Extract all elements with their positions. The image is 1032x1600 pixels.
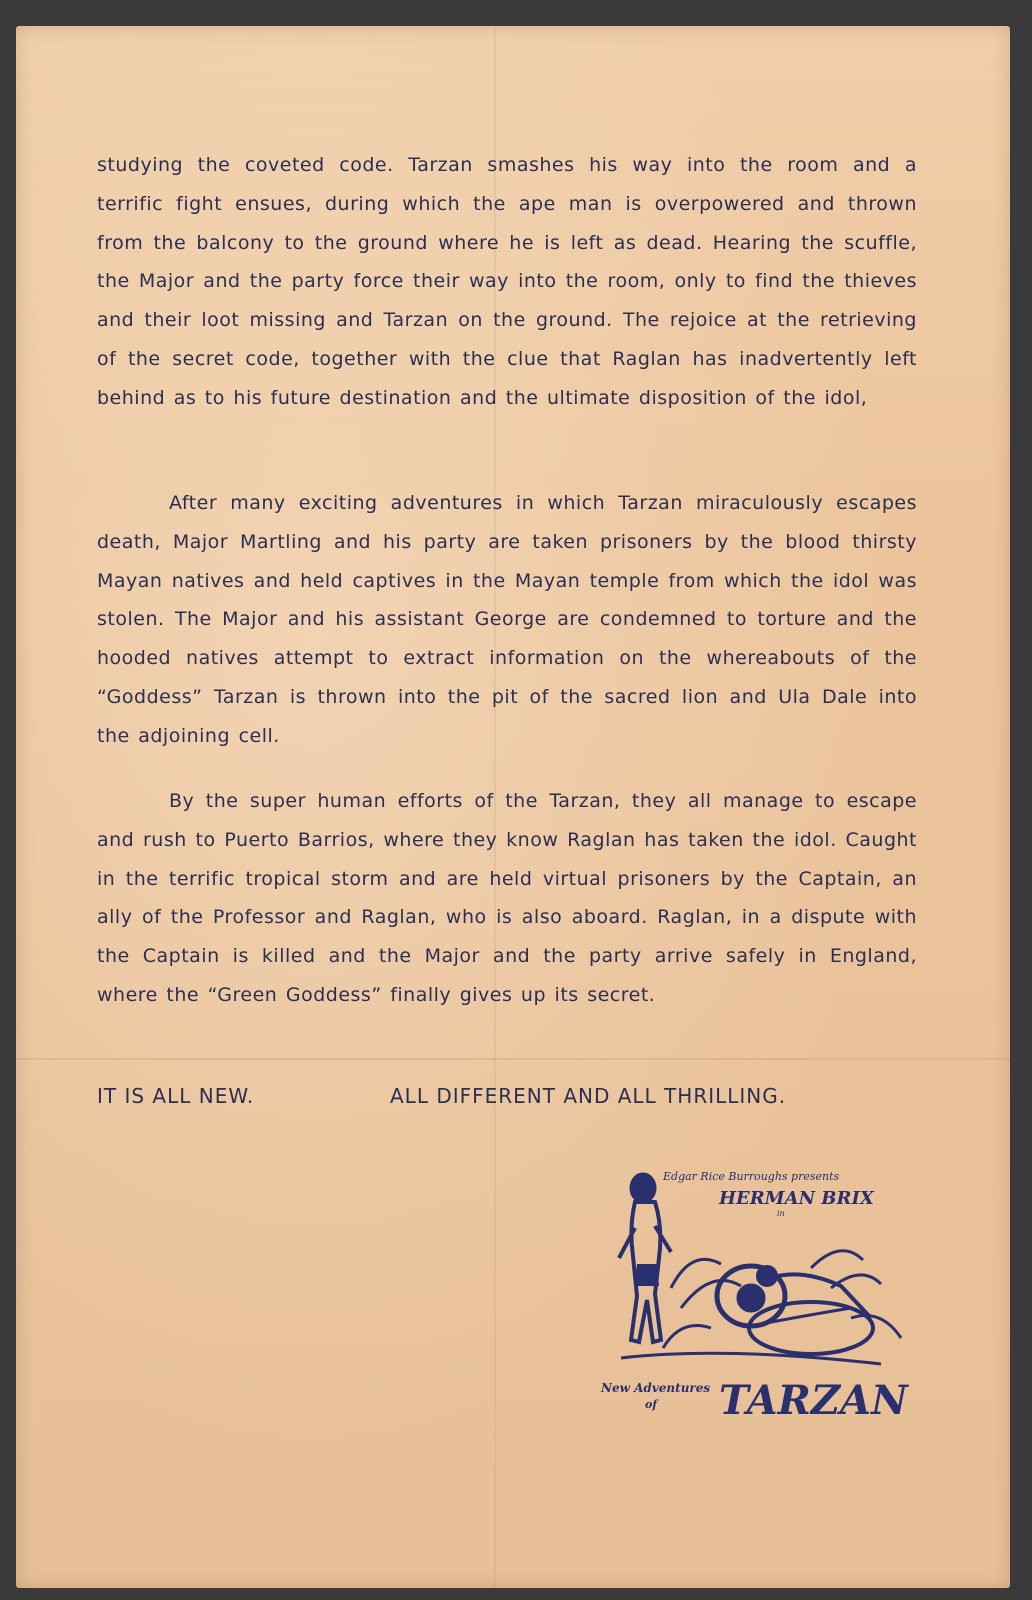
- paper-sheet: [16, 26, 1010, 1588]
- logo-star-name: HERMAN BRIX: [719, 1188, 874, 1209]
- lion-icon: [717, 1266, 873, 1354]
- tagline-all-new: IT IS ALL NEW.: [97, 1084, 255, 1108]
- synopsis-paragraph-3: By the super human efforts of the Tarzan, they all manage to escape and rush to Puerto Barrios, where they know Raglan has taken the idol. Caught in the terrific tropical storm and are held virtual prisoners by the Captain, an ally of the Professor and Raglan, who is also aboard. Raglan, in a dispute with the Captain is killed and the Major and the party arrive safely in England, where the “Green Goddess” finally gives up its secret.: [97, 790, 917, 1006]
- ground-line-icon: [621, 1353, 881, 1364]
- logo-series-prefix: New Adventures: [601, 1381, 711, 1395]
- tagline-all-thrilling: ALL DIFFERENT AND ALL THRILLING.: [390, 1084, 787, 1108]
- synopsis-paragraph-1: studying the coveted code. Tarzan smashes his way into the room and a terrific fight ensues, during which the ape man is overpowered and thrown from the balcony to the ground where he is left as dead. Hearing the scuffle, the Major and the party force their way into the room, only to find the thieves and their loot missing and Tarzan on the ground. The rejoice at the retrieving of the secret code, together with the clue that Raglan has inadvertently left behind as to his future destination and the ultimate disposition of the idol,: [97, 154, 917, 409]
- synopsis-paragraph-2: After many exciting adventures in which Tarzan miraculously escapes death, Major Martling and his party are taken prisoners by the blood thirsty Mayan natives and held captives in the Mayan temple from which the idol was stolen. The Major and his assistant George are condemned to torture and the hooded natives attempt to extract information on the whereabouts of the “Goddess” Tarzan is thrown into the pit of the sacred lion and Ula Dale into the adjoining cell.: [97, 492, 917, 747]
- tarzan-logo-illustration: [601, 1168, 921, 1424]
- jungle-foliage-icon: [663, 1251, 901, 1348]
- logo-of-text: of: [645, 1398, 658, 1411]
- logo-title-tarzan: TARZAN: [719, 1377, 908, 1424]
- horizontal-fold-crease: [16, 1058, 1010, 1060]
- tarzan-logo-svg: [601, 1168, 921, 1424]
- woman-figure-icon: [619, 1173, 671, 1342]
- logo-in-text: in: [777, 1209, 785, 1218]
- logo-presenter-text: Edgar Rice Burroughs presents: [663, 1170, 840, 1183]
